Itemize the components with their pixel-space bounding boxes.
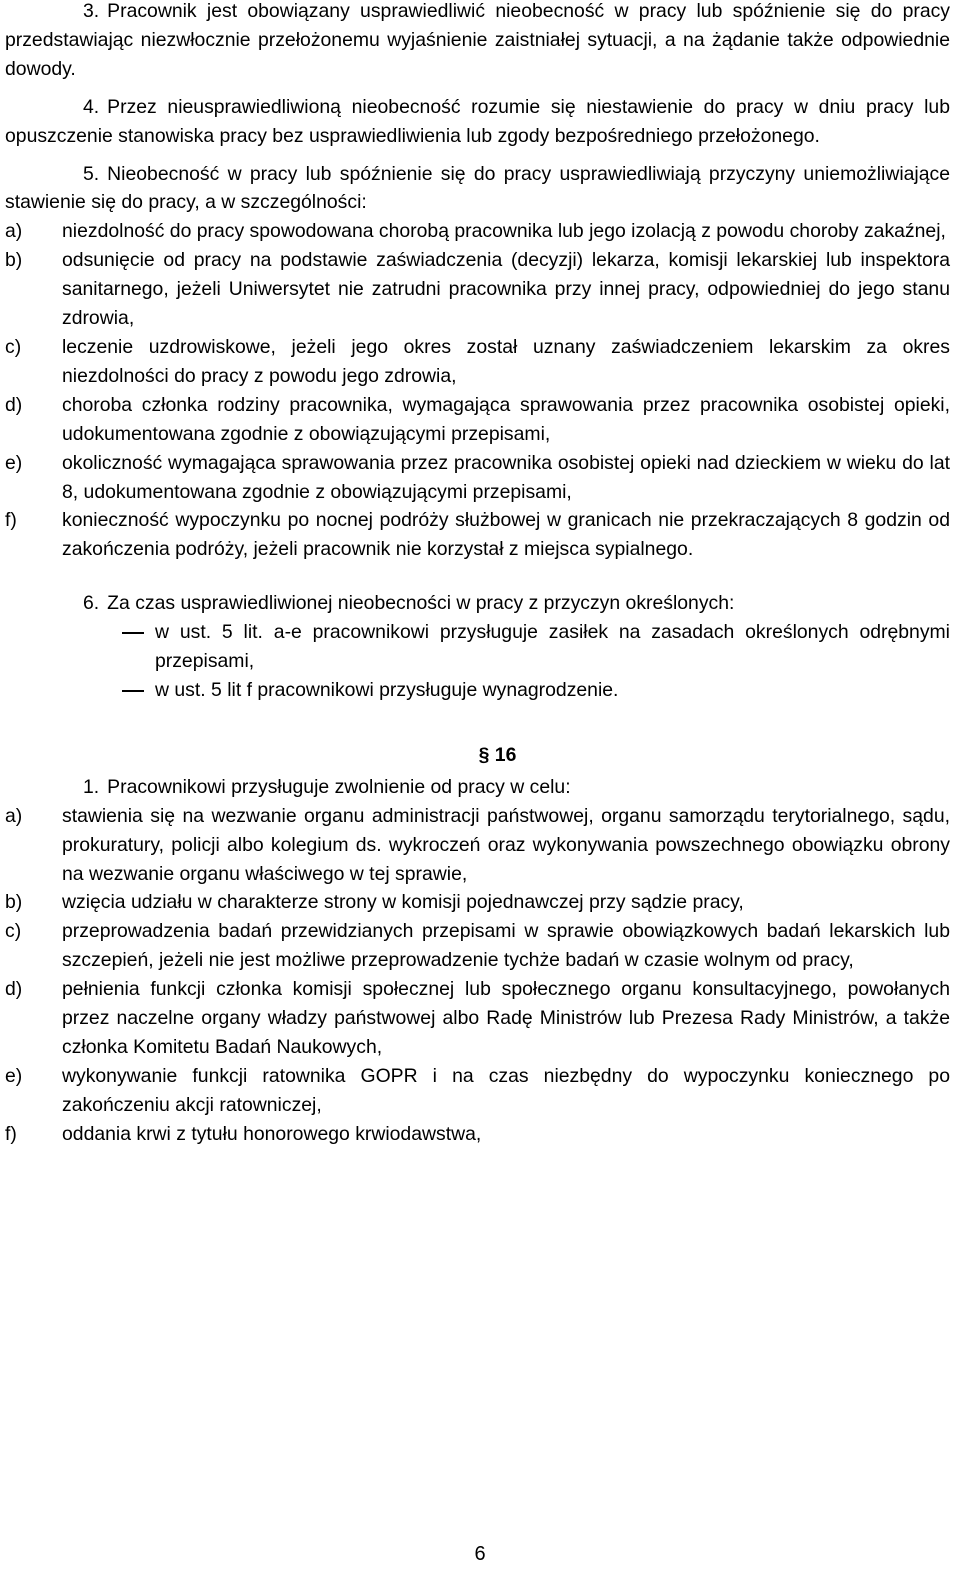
list-item-letter: f) bbox=[5, 1122, 17, 1145]
list-item bbox=[5, 917, 950, 975]
list-item bbox=[5, 1120, 950, 1149]
paragraph-number: 1. bbox=[83, 775, 100, 798]
list-item-letter: b) bbox=[5, 249, 23, 272]
dash-item-text: w ust. 5 lit. a-e pracownikowi przysługuje zasiłek na zasadach określonych odrębnymi przepisami, bbox=[155, 621, 950, 673]
list-item bbox=[5, 975, 950, 1062]
list-item-text: wzięcia udziału w charakterze strony w komisji pojednawczej przy sądzie pracy, bbox=[62, 891, 744, 914]
paragraph-number: 3. bbox=[83, 0, 100, 22]
paragraph-4 bbox=[5, 93, 950, 151]
list-item-text: konieczność wypoczynku po nocnej podróży służbowej w granicach nie przekraczających 8 godzin od zakończenia podróży, jeżeli pracownik nie korzystał z miejsca sypialnego. bbox=[62, 509, 950, 561]
paragraph-text: Przez nieusprawiedliwioną nieobecność rozumie się niestawienie do pracy w dniu pracy lub opuszczenie stanowiska pracy bez usprawiedliwienia lub zgody bezpośredniego przełożonego. bbox=[5, 95, 950, 147]
list-item bbox=[5, 506, 950, 564]
list-item-text: pełnienia funkcji członka komisji społecznej lub społecznego organu konsultacyjnego, powołanych przez naczelne organy władzy państwowej albo Radę Ministrów lub Prezesa Rady Ministrów, a także członka Komitetu Badań Naukowych, bbox=[62, 978, 950, 1058]
document-page bbox=[5, 0, 950, 1149]
paragraph-number: 5. bbox=[83, 162, 100, 185]
list-item-text: przeprowadzenia badań przewidzianych przepisami w sprawie obowiązkowych badań lekarskich lub szczepień, jeżeli nie jest możliwe przeprowadzenie tychże badań w czasie wolnym od pracy, bbox=[62, 920, 950, 972]
paragraph-5 bbox=[5, 160, 950, 218]
section-heading: § 16 bbox=[478, 743, 517, 766]
paragraph-text: Pracownikowi przysługuje zwolnienie od pracy w celu: bbox=[107, 775, 571, 798]
list-item-letter: a) bbox=[5, 804, 23, 827]
paragraph-text: Pracownik jest obowiązany usprawiedliwić nieobecność w pracy lub spóźnienie się do pracy przedstawiając niezwłocznie przełożonemu wyjaśnienie zaistniałej sytuacji, a na żądanie także odpowiednie dowody. bbox=[5, 0, 950, 80]
list-item-text: stawienia się na wezwanie organu administracji państwowej, organu samorządu terytorialnego, sądu, prokuratury, policji albo kolegium ds. wykroczeń oraz wykonywania powszechnego obowiązku obrony na wezwanie organu właściwego w tej sprawie, bbox=[62, 804, 950, 885]
dash-bullet bbox=[122, 690, 144, 692]
section-16-paragraph-1 bbox=[5, 773, 950, 802]
list-item bbox=[5, 217, 950, 246]
paragraph-3 bbox=[5, 0, 950, 84]
paragraph-text: Za czas usprawiedliwionej nieobecności w pracy z przyczyn określonych: bbox=[107, 592, 735, 615]
list-item-letter: d) bbox=[5, 393, 23, 416]
list-item bbox=[5, 802, 950, 889]
paragraph-6 bbox=[5, 589, 950, 618]
dash-item-text: w ust. 5 lit f pracownikowi przysługuje wynagrodzenie. bbox=[155, 678, 619, 701]
list-item-text: leczenie uzdrowiskowe, jeżeli jego okres został uznany zaświadczeniem lekarskim za okres niezdolności do pracy z powodu jego zdrowia, bbox=[62, 335, 950, 387]
list-item bbox=[5, 333, 950, 391]
list-item-text: choroba członka rodziny pracownika, wymagająca sprawowania przez pracownika osobistej opieki, udokumentowana zgodnie z obowiązującymi przepisami, bbox=[62, 393, 950, 445]
list-item-letter: a) bbox=[5, 220, 23, 243]
list-item-letter: c) bbox=[5, 920, 22, 943]
list-item-letter: f) bbox=[5, 509, 17, 532]
list-item-text: okoliczność wymagająca sprawowania przez pracownika osobistej opieki nad dzieckiem w wieku do lat 8, udokumentowana zgodnie z obowiązującymi przepisami, bbox=[62, 451, 950, 503]
list-item-text: niezdolność do pracy spowodowana chorobą pracownika lub jego izolacją z powodu choroby zakaźnej, bbox=[62, 220, 946, 243]
list-item-text: wykonywanie funkcji ratownika GOPR i na czas niezbędny do wypoczynku koniecznego po zakończeniu akcji ratowniczej, bbox=[62, 1064, 950, 1116]
list-item-letter: d) bbox=[5, 978, 23, 1001]
list-item bbox=[5, 391, 950, 449]
list-item-letter: b) bbox=[5, 891, 23, 914]
list-item bbox=[5, 246, 950, 333]
dash-list-item bbox=[5, 676, 950, 705]
list-item bbox=[5, 1062, 950, 1120]
list-item bbox=[5, 888, 950, 917]
paragraph-6-dash-list bbox=[5, 618, 950, 705]
page-number: 6 bbox=[474, 1543, 486, 1565]
list-item-letter: e) bbox=[5, 451, 23, 474]
paragraph-number: 4. bbox=[83, 95, 100, 118]
list-item-letter: e) bbox=[5, 1064, 23, 1087]
paragraph-text: Nieobecność w pracy lub spóźnienie się do pracy usprawiedliwiają przyczyny uniemożliwiające stawienie się do pracy, a w szczególności: bbox=[5, 162, 950, 214]
paragraph-number: 6. bbox=[83, 592, 100, 615]
list-item-text: odsunięcie od pracy na podstawie zaświadczenia (decyzji) lekarza, komisji lekarskiej lub inspektora sanitarnego, jeżeli Uniwersytet nie zatrudni pracownika przy innej pracy, odpowiedniej do jego stanu zdrowia, bbox=[62, 249, 950, 330]
section-16-list bbox=[5, 802, 950, 1149]
paragraph-5-list bbox=[5, 217, 950, 564]
dash-bullet bbox=[122, 632, 144, 634]
list-item bbox=[5, 449, 950, 507]
list-item-letter: c) bbox=[5, 335, 22, 358]
dash-list-item bbox=[5, 618, 950, 676]
list-item-text: oddania krwi z tytułu honorowego krwiodawstwa, bbox=[62, 1122, 482, 1145]
